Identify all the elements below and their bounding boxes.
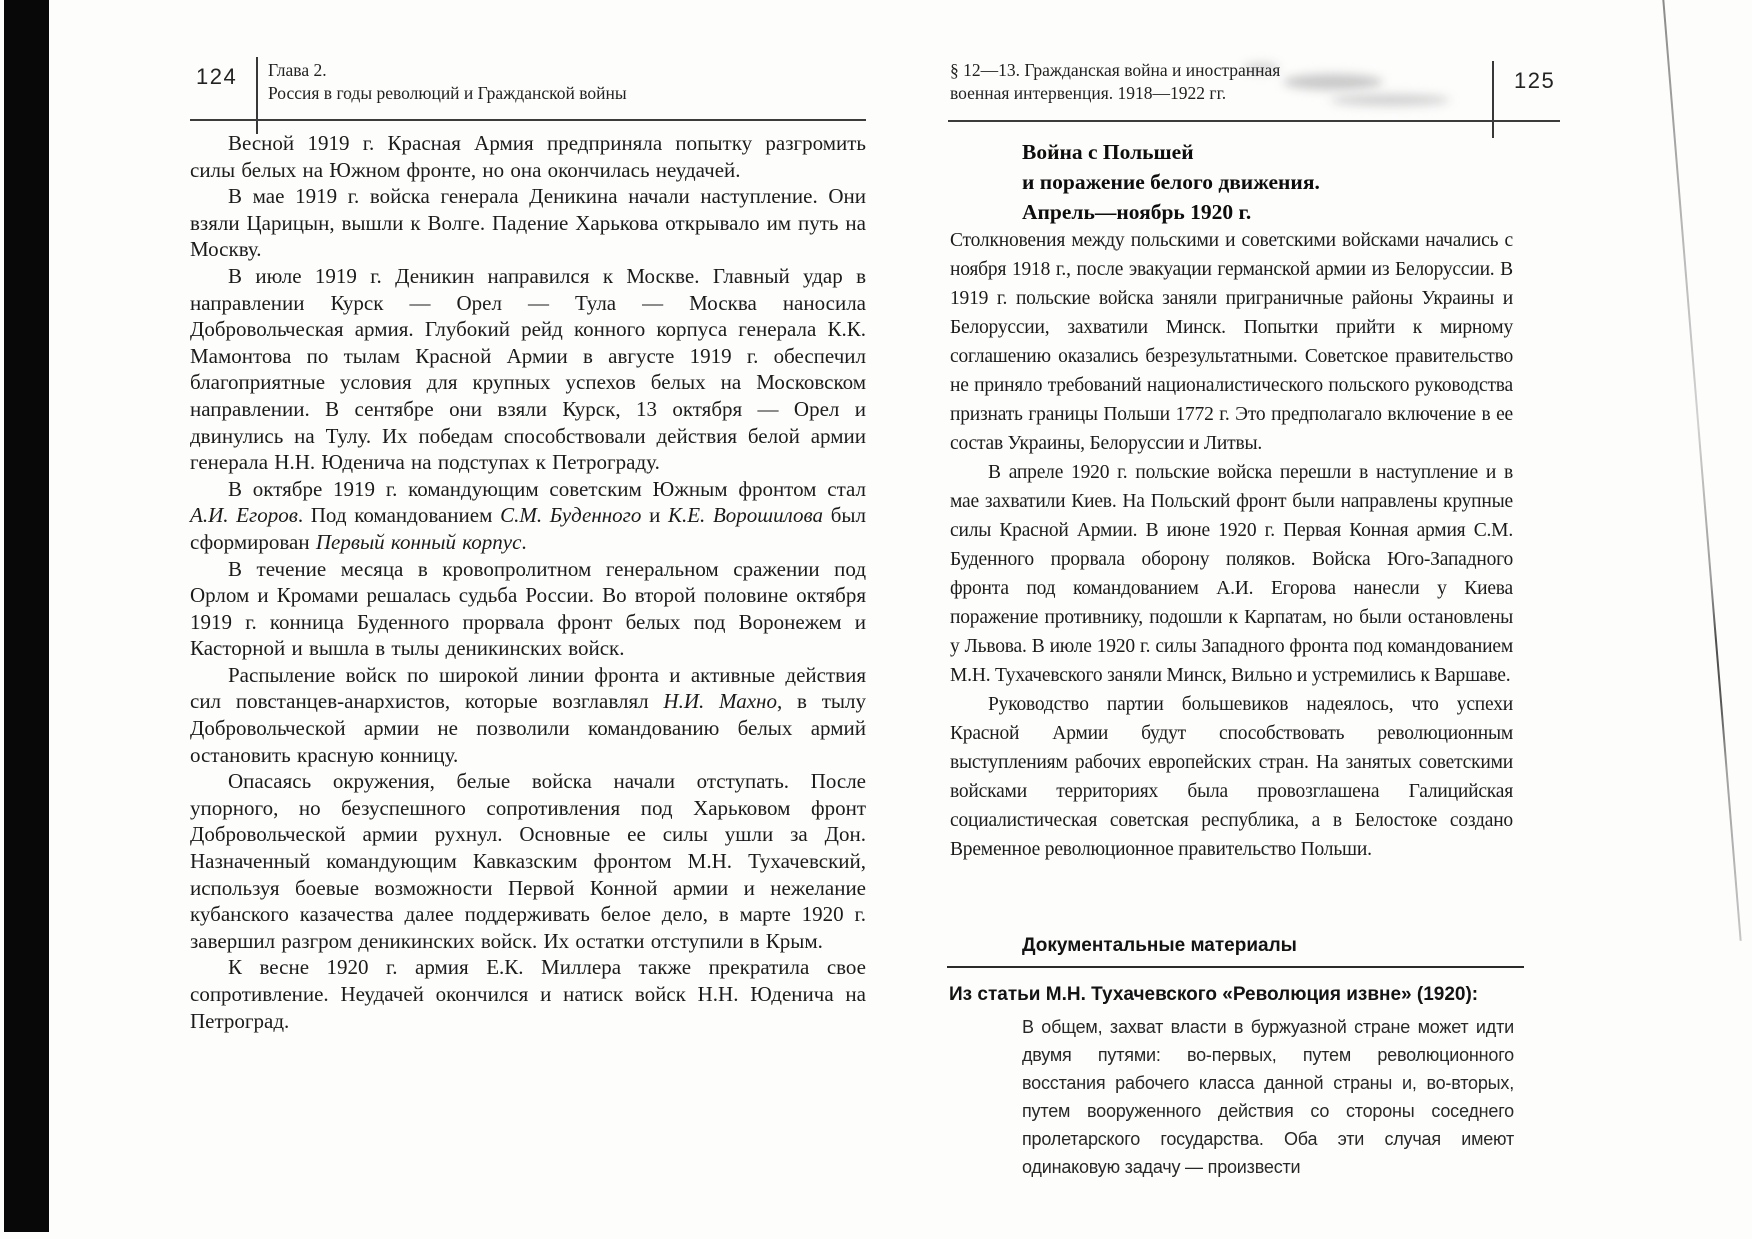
text-line: Война с Польшей <box>1022 140 1194 164</box>
left-header-rule <box>190 119 866 121</box>
right-running-head <box>950 59 1420 105</box>
left-running-head <box>268 59 828 105</box>
book-spine-scan-strip <box>4 0 49 1232</box>
paragraph: В мае 1919 г. войска генерала Деникина начали наступление. Они взяли Царицын, вышли к Волге. Падение Харькова открывало им путь на Москву. <box>190 184 866 262</box>
left-header-divider-line <box>256 57 258 134</box>
paragraph: В июле 1919 г. Деникин направился к Москве. Главный удар в направлении Курск — Орел — Тула — Москва наносила Добровольческая армия. Глубокий рейд конного корпуса генерала К.К. Мамонтова по тылам Красной Армии в августе 1919 г. обеспечил благоприятные условия для крупных успехов белых на Московском направлении. В сентябре они взяли Курск, 13 октября — Орел и двинулись на Тулу. Их победам способствовали действия белой армии генерала Н.Н. Юденича на подступах к Петрограду. <box>190 263 866 475</box>
paragraph: Опасаясь окружения, белые войска начали отступать. После упорного, но безуспешного сопротивления под Харьковом фронт Добровольческой армии рухнул. Основные ее силы ушли за Дон. Назначенный командующим Кавказским фронтом М.Н. Тухачевский, используя боевые возможности Первой Конной армии и нежелание кубанского казачества далее поддерживать белое дело, в марте 1920 г. завершил разгром деникинских войск. Их остатки отступили в Крым. <box>190 769 866 953</box>
paragraph: В течение месяца в кровопролитном генеральном сражении под Орлом и Кромами решалась судьба России. Во второй половине октября 1919 г. конница Буденного прорвала фронт белых под Воронежем и Касторной и вышла в тылы деникинских войск. <box>190 556 866 661</box>
right-header-divider-line <box>1492 61 1494 138</box>
text-line: и поражение белого движения. <box>1022 170 1320 194</box>
text-line: § 12—13. Гражданская война и иностранная <box>950 60 1281 80</box>
text-line: Апрель—ноябрь 1920 г. <box>1022 200 1252 224</box>
text-line: Глава 2. <box>268 60 327 80</box>
text-line: военная интервенция. 1918—1922 гг. <box>950 83 1227 103</box>
left-page-number: 124 <box>196 64 238 89</box>
paragraph: Руководство партии большевиков надеялось, что успехи Красной Армии будут способствовать революционным выступлениям рабочих европейских стран. На занятых советскими войсками территориях была провозглашена Галицийская социалистическая советская республика, а в Белостоке создано Временное революционное правительство Польши. <box>950 694 1513 860</box>
section-heading <box>1022 137 1320 227</box>
paragraph: Весной 1919 г. Красная Армия предприняла попытку разгромить силы белых на Южном фронте, но она окончилась неудачей. <box>190 131 866 182</box>
documents-section-rule <box>947 966 1524 968</box>
document-quote-text: В общем, захват власти в буржуазной стране может идти двумя путями: во-первых, путем революционного восстания рабочего класса данной страны и, во-вторых, путем вооруженного действия со стороны соседнего пролетарского государства. Оба эти случая имеют одинаковую задачу — произвести <box>1022 1017 1514 1177</box>
page-edge-line <box>1662 0 1742 941</box>
documents-materials-heading: Документальные материалы <box>1022 935 1297 956</box>
left-page-body <box>190 130 866 1034</box>
paragraph: К весне 1920 г. армия Е.К. Миллера также прекратила свое сопротивление. Неудачей окончился и натиск войск Н.Н. Юденича на Петроград. <box>190 955 866 1033</box>
text-line: Россия в годы революций и Гражданской войны <box>268 83 627 103</box>
document-source-line: Из статьи М.Н. Тухачевского «Революция извне» (1920): <box>949 984 1479 1005</box>
paragraph: Распыление войск по широкой линии фронта и активные действия сил повстанцев-анархистов, которые возглавлял Н.И. Махно, в тылу Добровольческой армии не позволили командованию белых армий остановить красную конницу. <box>190 662 866 767</box>
right-page-number: 125 <box>1514 68 1556 93</box>
right-page-body <box>950 226 1513 864</box>
paragraph: В октябре 1919 г. командующим советским Южным фронтом стал А.И. Егоров. Под командованием С.М. Буденного и К.Е. Ворошилова был сформирован Первый конный корпус. <box>190 476 866 554</box>
paragraph: В апреле 1920 г. польские войска перешли в наступление и в мае захватили Киев. На Польский фронт были направлены крупные силы Красной Армии. В июне 1920 г. Первая Конная армия С.М. Буденного прорвала оборону поляков. Войска Юго-Западного фронта под командованием А.И. Егорова нанесли у Киева поражение противнику, подошли к Карпатам, но были остановлены у Львова. В июле 1920 г. силы Западного фронта под командованием М.Н. Тухачевского заняли Минск, Вильно и устремились к Варшаве. <box>950 462 1513 686</box>
right-header-rule <box>948 120 1560 122</box>
paragraph: Столкновения между польскими и советскими войсками начались с ноября 1918 г., после эвакуации германской армии из Белоруссии. В 1919 г. польские войска заняли приграничные районы Украины и Белоруссии, захватили Минск. Попытки прийти к мирному соглашению оказались безрезультатными. Советское правительство не приняло требований националистического польского руководства признать границы Польши 1772 г. Это предполагало включение в ее состав Украины, Белоруссии и Литвы. <box>950 230 1513 454</box>
